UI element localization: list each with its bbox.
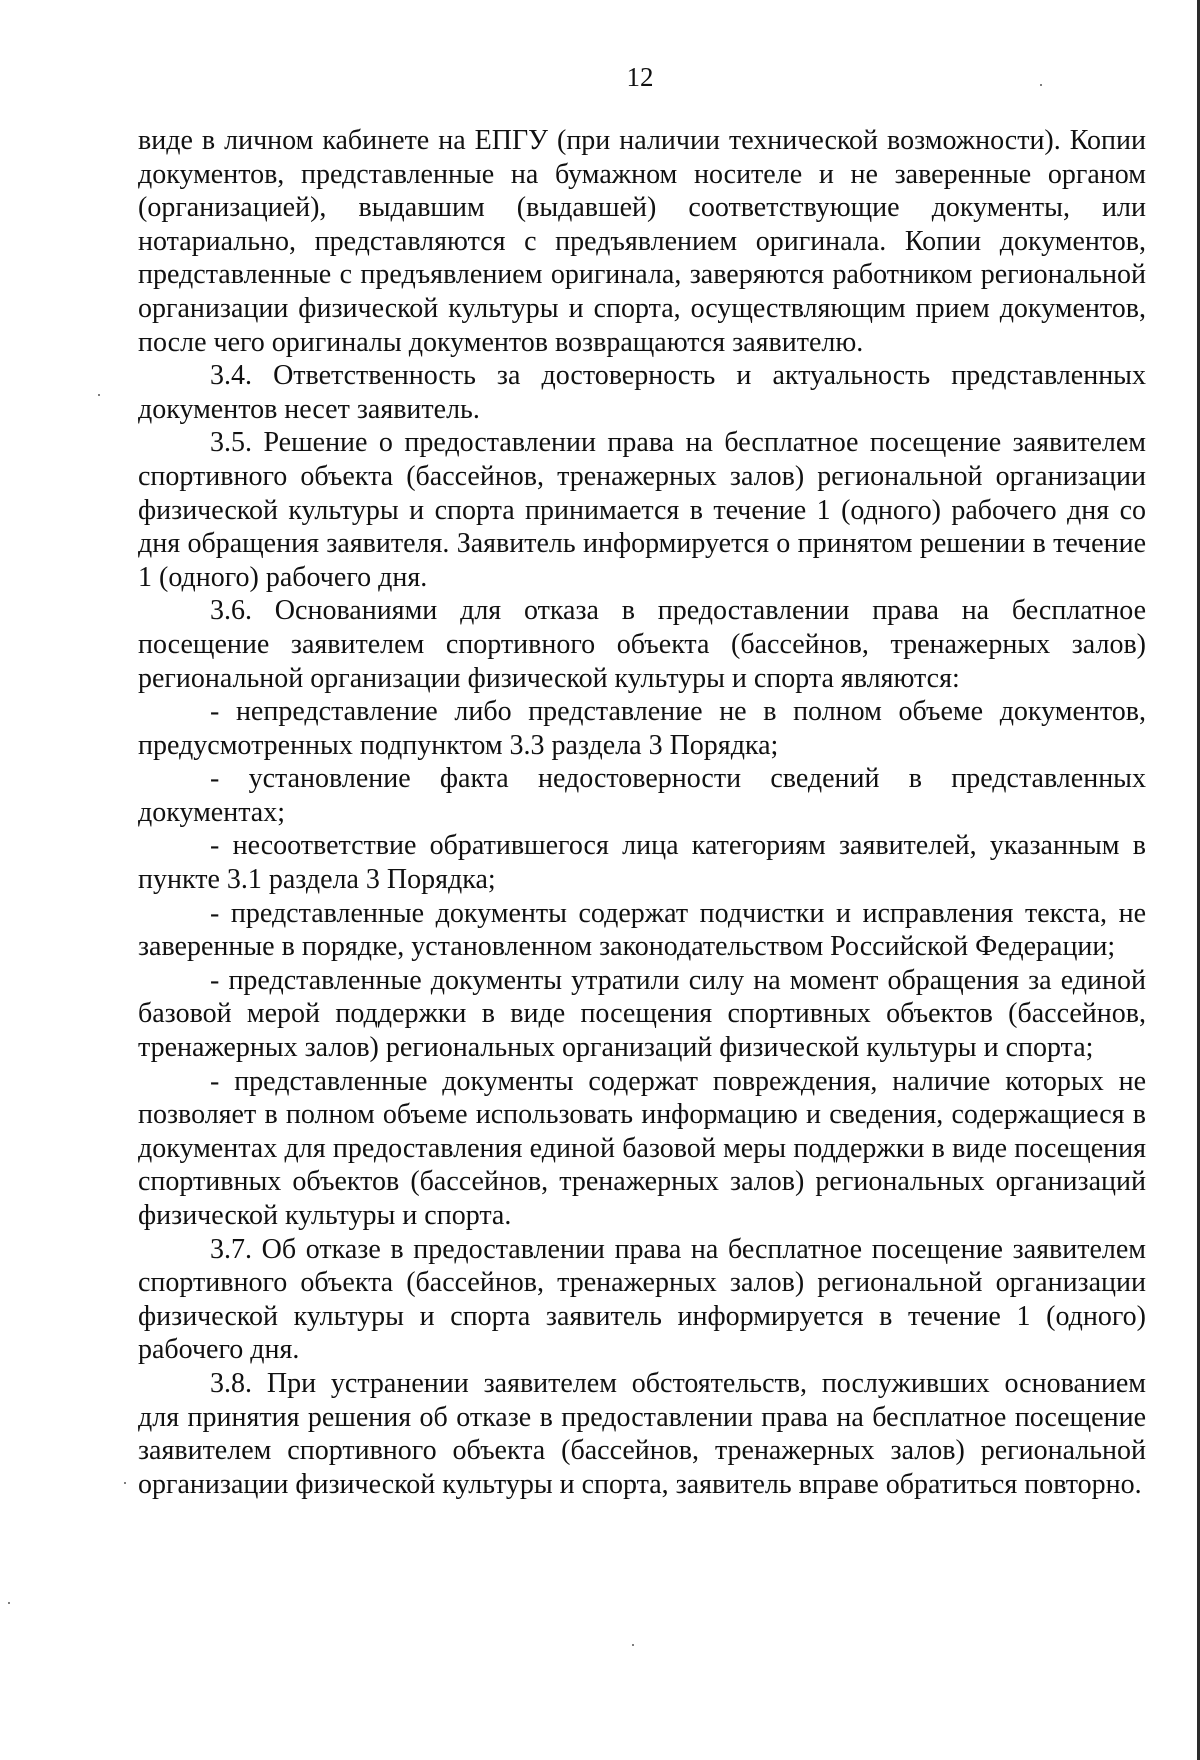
- list-item-refusal-ground: - установление факта недостоверности сведений в представленных документах;: [138, 763, 1146, 828]
- page-number: 12: [626, 62, 654, 92]
- list-item-refusal-ground: - представленные документы содержат повреждения, наличие которых не позволяет в полном объеме использовать информацию и сведения, содержащиеся в документах для предоставления единой базовой меры поддержки в виде посещения спортивных объектов (бассейнов, тренажерных залов) региональных организаций физической культуры и спорта.: [138, 1065, 1146, 1231]
- scan-speck: [124, 1482, 126, 1484]
- paragraph-3-4: 3.4. Ответственность за достоверность и актуальность представленных документов несет заявитель.: [138, 360, 1146, 425]
- scan-speck: [8, 1602, 10, 1604]
- list-item-refusal-ground: - представленные документы содержат подчистки и исправления текста, не заверенные в порядке, установленном законодательством Российской Федерации;: [138, 897, 1146, 963]
- paragraph-3-5: 3.5. Решение о предоставлении права на бесплатное посещение заявителем спортивного объекта (бассейнов, тренажерных залов) региональной организации физической культуры и спорта принимается в течение 1 (одного) рабочего дня со дня обращения заявителя. Заявитель информируется о принятом решении в течение 1 (одного) рабочего дня.: [138, 427, 1146, 593]
- paragraph-3-6: 3.6. Основаниями для отказа в предоставлении права на бесплатное посещение заявителем спортивного объекта (бассейнов, тренажерных залов) региональной организации физической культуры и спорта являются:: [138, 595, 1146, 694]
- scan-speck: [98, 394, 100, 396]
- list-item-refusal-ground: - представленные документы утратили силу на момент обращения за единой базовой мерой поддержки в виде посещения спортивных объектов (бассейнов, тренажерных залов) региональных организаций физической культуры и спорта;: [138, 964, 1146, 1064]
- document-body: [138, 124, 1146, 1501]
- paragraph-continuation: виде в личном кабинете на ЕПГУ (при наличии технической возможности). Копии документов, представленные на бумажном носителе и не заверенные органом (организацией), выдавшим (выдавшей) соответствующие документы, или нотариально, представляются с предъявлением оригинала. Копии документов, представленные с предъявлением оригинала, заверяются работником региональной организации физической культуры и спорта, осуществляющим прием документов, после чего оригиналы документов возвращаются заявителю.: [138, 125, 1146, 358]
- list-item-refusal-ground: - несоответствие обратившегося лица категориям заявителей, указанным в пункте 3.1 раздела 3 Порядка;: [138, 830, 1146, 896]
- scan-speck: [632, 1644, 634, 1646]
- list-item-refusal-ground: - непредставление либо представление не в полном объеме документов, предусмотренных подпунктом 3.3 раздела 3 Порядка;: [138, 696, 1146, 761]
- paragraph-3-7: 3.7. Об отказе в предоставлении права на бесплатное посещение заявителем спортивного объекта (бассейнов, тренажерных залов) региональной организации физической культуры и спорта заявитель информируется в течение 1 (одного) рабочего дня.: [138, 1233, 1146, 1366]
- scan-speck: [1040, 84, 1042, 86]
- paragraph-3-8: 3.8. При устранении заявителем обстоятельств, послуживших основанием для принятия решения об отказе в предоставлении права на бесплатное посещение заявителем спортивного объекта (бассейнов, тренажерных залов) региональной организации физической культуры и спорта, заявитель вправе обратиться повторно.: [138, 1367, 1146, 1500]
